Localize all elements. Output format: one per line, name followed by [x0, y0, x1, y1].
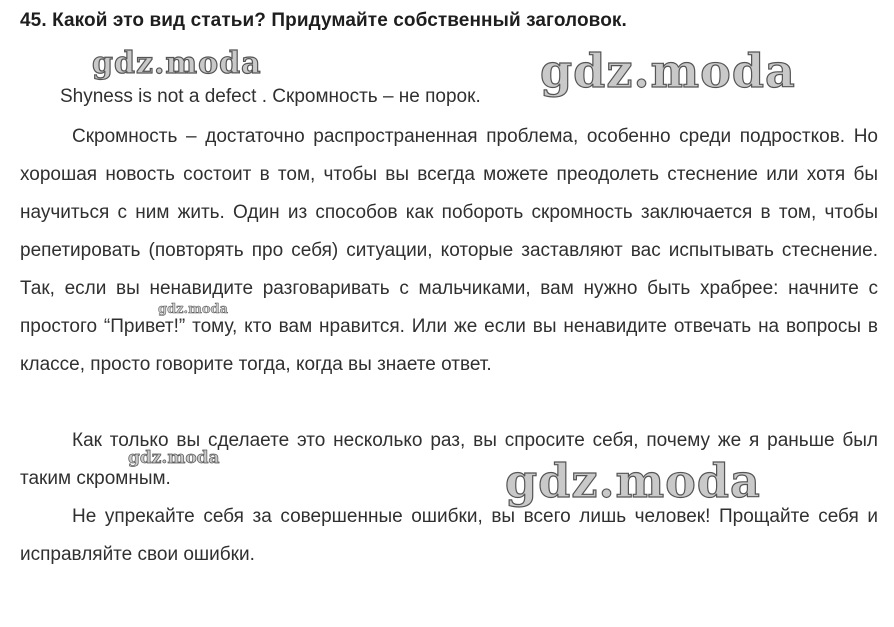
article-paragraph-2: Как только вы сделаете это несколько раз, вы спросите себя, почему же я раньше был таким скромным. — [20, 430, 878, 489]
watermark-logo: gdz.moda — [128, 448, 220, 468]
watermark-logo: gdz.moda — [92, 46, 262, 81]
article-title: Shyness is not a defect . Скромность – не порок. — [60, 86, 481, 107]
watermark-logo: gdz.moda — [540, 44, 796, 98]
watermark-logo: gdz.moda — [505, 454, 761, 508]
article-paragraph-1: Скромность – достаточно распространенная проблема, особенно среди подростков. Но хорошая новость состоит в том, чтобы вы всегда можете преодолеть стеснение или хотя бы научиться с ним жить. Один из способов как побороть скромность заключается в том, чтобы репетировать (повторять про себя) ситуации, которые заставляют вас испытывать стеснение. Так, если вы ненавидите разговаривать с мальчиками, вам нужно быть храбрее: начните с простого “Привет!” тому, кто вам нравится. Или же если вы ненавидите отвечать на вопросы в классе, просто говорите тогда, когда вы знаете ответ. — [20, 126, 878, 375]
article-paragraph-3: Не упрекайте себя за совершенные ошибки, вы всего лишь человек! Прощайте себя и исправляйте свои ошибки. — [20, 506, 878, 565]
watermark-logo: gdz.moda — [158, 302, 229, 317]
exercise-heading: 45. Какой это вид статьи? Придумайте собственный заголовок. — [20, 10, 627, 31]
